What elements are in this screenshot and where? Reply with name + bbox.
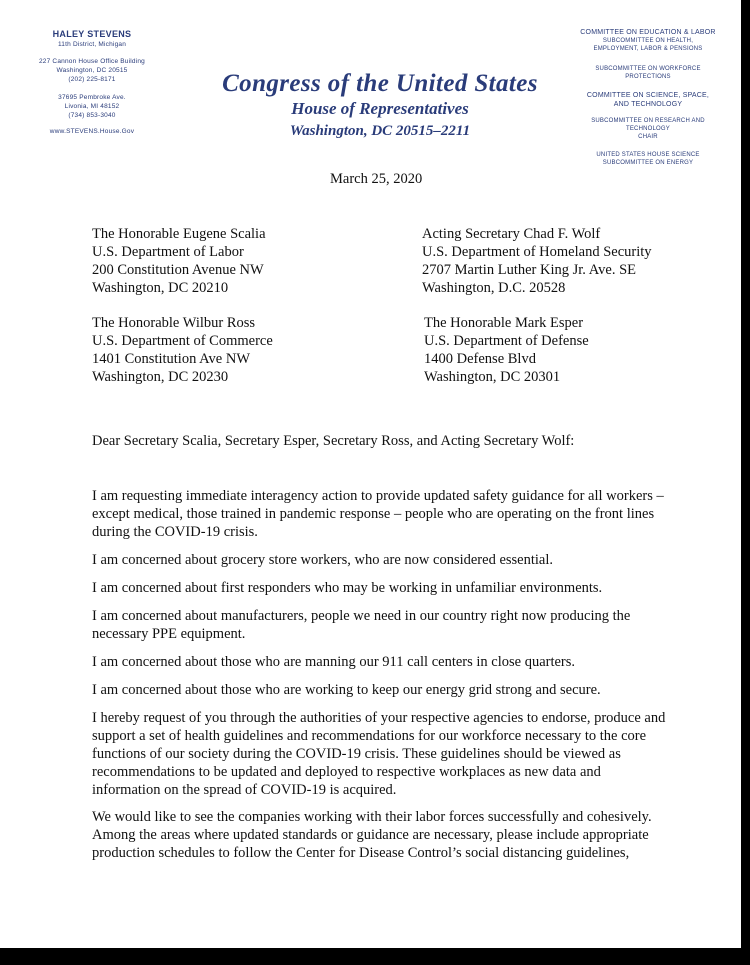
member-contact-block <box>22 28 162 136</box>
body-paragraph: We would like to see the companies working with their labor forces successfully and cohesively. Among the areas where updated standards or guidance are necessary, please include appropriate production schedules to follow the Center for Disease Control’s social distancing guidelines, <box>92 809 652 861</box>
recipient-name: Acting Secretary Chad F. Wolf <box>422 226 601 242</box>
recipient-address-wolf <box>422 225 652 297</box>
committee-science-line2: AND TECHNOLOGY <box>613 101 683 108</box>
congress-title: Congress of the United States <box>222 70 538 97</box>
recipient-name: The Honorable Mark Esper <box>424 315 584 331</box>
recipient-address-esper <box>424 314 589 386</box>
recipient-name: The Honorable Wilbur Ross <box>92 315 256 331</box>
recipient-street: 200 Constitution Avenue NW <box>92 262 264 278</box>
recipient-city: Washington, DC 20230 <box>92 369 229 385</box>
subcommittee-research-chair: CHAIR <box>638 134 658 140</box>
body-paragraph: I am requesting immediate interagency action to provide updated safety guidance for all workers – except medical, those trained in pandemic response – people who are operating on the front lines during the COVID-19 crisis. <box>92 488 664 540</box>
recipient-name: The Honorable Eugene Scalia <box>92 226 266 242</box>
local-office-address: 37695 Pembroke Ave. <box>58 94 126 101</box>
recipient-city: Washington, DC 20301 <box>424 369 561 385</box>
dc-office-city: Washington, DC 20515 <box>56 67 128 74</box>
body-paragraph: I hereby request of you through the authorities of your respective agencies to endorse, produce and support a set of health guidelines and recommendations for our workforce necessary to the core functions of our society during the COVID-19 crisis. These guidelines should be viewed as recommendations to be updated and deployed to respective workplaces as new data and information on the spread of COVID-19 is acquired. <box>92 710 666 798</box>
washington-zip: Washington, DC 20515–2211 <box>289 123 471 139</box>
subcommittee-health-line1: SUBCOMMITTEE ON HEALTH, <box>602 38 694 44</box>
recipient-street: 1401 Constitution Ave NW <box>92 351 251 367</box>
local-office-city: Livonia, MI 48152 <box>64 103 120 110</box>
member-website: www.STEVENS.House.Gov <box>49 128 135 135</box>
subcommittee-health-line2: EMPLOYMENT, LABOR & PENSIONS <box>593 46 703 52</box>
body-paragraph: I am concerned about first responders who may be working in unfamiliar environments. <box>92 580 603 596</box>
recipient-address-scalia <box>92 225 266 297</box>
recipient-department: U.S. Department of Homeland Security <box>422 244 652 260</box>
subcommittee-energy-line2: SUBCOMMITTEE ON ENERGY <box>602 160 694 166</box>
recipient-city: Washington, DC 20210 <box>92 280 229 296</box>
recipient-department: U.S. Department of Labor <box>92 244 244 260</box>
subcommittee-research-line1: SUBCOMMITTEE ON RESEARCH AND <box>591 118 705 124</box>
body-paragraph: I am concerned about manufacturers, people we need in our country right now producing the necessary PPE equipment. <box>92 608 631 642</box>
house-title: House of Representatives <box>291 99 469 118</box>
recipient-department: U.S. Department of Defense <box>424 333 589 349</box>
congress-letterhead <box>200 70 560 141</box>
recipient-address-ross <box>92 314 273 386</box>
body-paragraph: I am concerned about those who are manning our 911 call centers in close quarters. <box>92 654 576 670</box>
recipient-street: 2707 Martin Luther King Jr. Ave. SE <box>422 262 636 278</box>
body-paragraph: I am concerned about grocery store workers, who are now considered essential. <box>92 552 554 568</box>
committee-education-labor: COMMITTEE ON EDUCATION & LABOR <box>580 29 716 36</box>
recipient-department: U.S. Department of Commerce <box>92 333 273 349</box>
subcommittee-workforce-line2: PROTECTIONS <box>625 74 671 80</box>
local-office-phone: (734) 853-3040 <box>68 112 116 119</box>
subcommittee-research-line2: TECHNOLOGY <box>625 126 670 132</box>
member-district: 11th District, Michigan <box>57 41 127 48</box>
subcommittee-energy-line1: UNITED STATES HOUSE SCIENCE <box>596 152 700 158</box>
committee-block <box>568 28 728 167</box>
recipient-street: 1400 Defense Blvd <box>424 351 536 367</box>
body-paragraph: I am concerned about those who are working to keep our energy grid strong and secure. <box>92 682 601 698</box>
dc-office-phone: (202) 225-8171 <box>68 76 116 83</box>
dc-office-address: 227 Cannon House Office Building <box>38 58 145 65</box>
letter-date: March 25, 2020 <box>330 171 423 187</box>
committee-science-line1: COMMITTEE ON SCIENCE, SPACE, <box>586 92 710 99</box>
member-name: HALEY STEVENS <box>52 29 132 39</box>
subcommittee-workforce-line1: SUBCOMMITTEE ON WORKFORCE <box>595 66 701 72</box>
salutation: Dear Secretary Scalia, Secretary Esper, Secretary Ross, and Acting Secretary Wolf: <box>92 433 575 449</box>
recipient-city: Washington, D.C. 20528 <box>422 280 566 296</box>
